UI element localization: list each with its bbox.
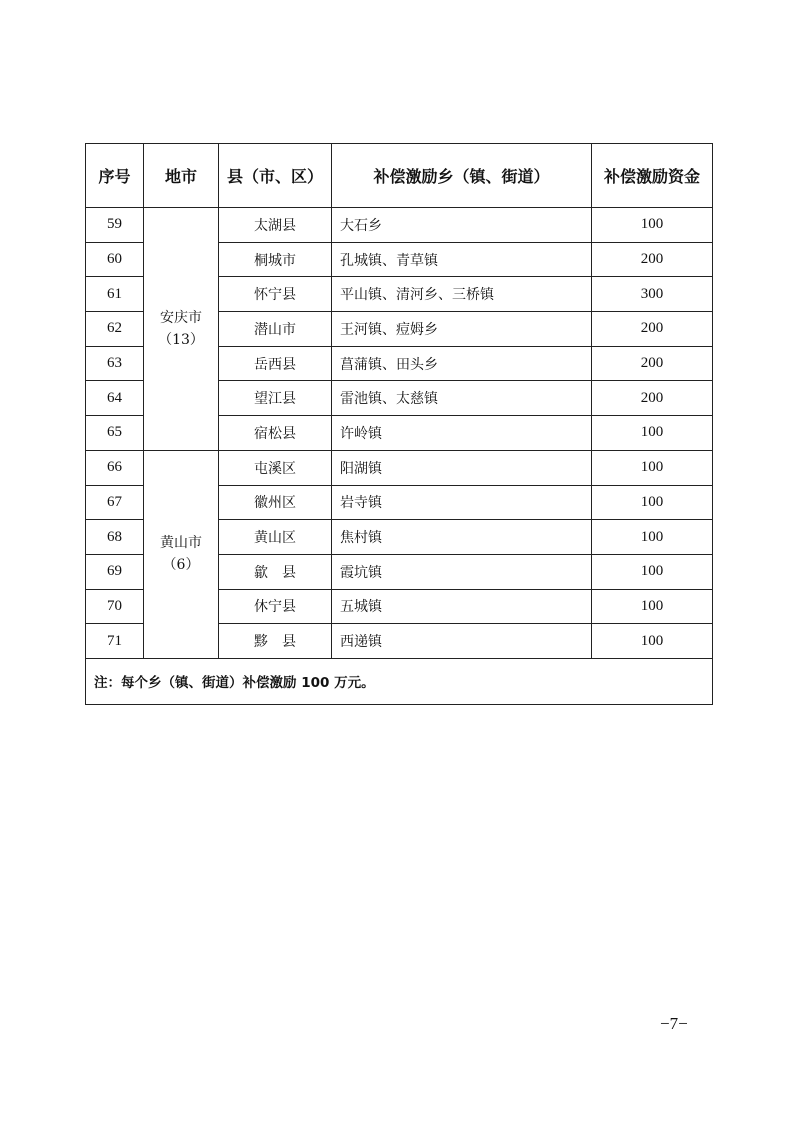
county-cell: 岳西县	[219, 346, 332, 381]
serial-number-cell: 66	[86, 450, 144, 485]
serial-number-cell: 67	[86, 485, 144, 520]
serial-number-cell: 62	[86, 312, 144, 347]
county-cell: 太湖县	[219, 208, 332, 243]
amount-cell: 200	[592, 312, 713, 347]
serial-number-cell: 70	[86, 589, 144, 624]
county-cell: 休宁县	[219, 589, 332, 624]
county-cell: 黟 县	[219, 624, 332, 659]
city-name: 黄山市	[160, 535, 202, 552]
towns-cell: 平山镇、清河乡、三桥镇	[332, 277, 592, 312]
table-row	[86, 450, 713, 485]
towns-cell: 大石乡	[332, 208, 592, 243]
county-cell: 屯溪区	[219, 450, 332, 485]
header-county: 县（市、区）	[219, 144, 332, 208]
table-header-row	[86, 144, 713, 208]
header-serial-number: 序号	[86, 144, 144, 208]
header-funds: 补偿激励资金	[592, 144, 713, 208]
amount-cell: 200	[592, 381, 713, 416]
towns-cell: 菖蒲镇、田头乡	[332, 346, 592, 381]
header-city: 地市	[144, 144, 219, 208]
header-towns: 补偿激励乡（镇、街道）	[332, 144, 592, 208]
amount-cell: 100	[592, 624, 713, 659]
county-cell: 潜山市	[219, 312, 332, 347]
amount-cell: 100	[592, 416, 713, 451]
compensation-table	[85, 143, 713, 705]
county-cell: 怀宁县	[219, 277, 332, 312]
serial-number-cell: 68	[86, 520, 144, 555]
serial-number-cell: 64	[86, 381, 144, 416]
towns-cell: 岩寺镇	[332, 485, 592, 520]
towns-cell: 许岭镇	[332, 416, 592, 451]
county-cell: 歙 县	[219, 554, 332, 589]
towns-cell: 霞坑镇	[332, 554, 592, 589]
county-cell: 黄山区	[219, 520, 332, 555]
amount-cell: 100	[592, 208, 713, 243]
amount-cell: 200	[592, 242, 713, 277]
serial-number-cell: 61	[86, 277, 144, 312]
city-cell	[144, 208, 219, 451]
towns-cell: 孔城镇、青草镇	[332, 242, 592, 277]
city-cell	[144, 450, 219, 658]
serial-number-cell: 63	[86, 346, 144, 381]
page-number: −7−	[660, 1014, 688, 1033]
towns-cell: 焦村镇	[332, 520, 592, 555]
serial-number-cell: 60	[86, 242, 144, 277]
serial-number-cell: 71	[86, 624, 144, 659]
towns-cell: 西递镇	[332, 624, 592, 659]
amount-cell: 100	[592, 485, 713, 520]
county-cell: 桐城市	[219, 242, 332, 277]
amount-cell: 100	[592, 450, 713, 485]
amount-cell: 300	[592, 277, 713, 312]
towns-cell: 雷池镇、太慈镇	[332, 381, 592, 416]
amount-cell: 200	[592, 346, 713, 381]
city-count: （13）	[158, 331, 204, 348]
serial-number-cell: 69	[86, 554, 144, 589]
amount-cell: 100	[592, 520, 713, 555]
towns-cell: 阳湖镇	[332, 450, 592, 485]
amount-cell: 100	[592, 589, 713, 624]
table-row	[86, 208, 713, 243]
serial-number-cell: 59	[86, 208, 144, 243]
city-name: 安庆市	[160, 309, 202, 326]
towns-cell: 五城镇	[332, 589, 592, 624]
county-cell: 望江县	[219, 381, 332, 416]
towns-cell: 王河镇、痘姆乡	[332, 312, 592, 347]
note-row	[86, 658, 713, 704]
city-count: （6）	[162, 557, 200, 574]
table-body	[86, 208, 713, 659]
county-cell: 宿松县	[219, 416, 332, 451]
county-cell: 徽州区	[219, 485, 332, 520]
table-note: 注：每个乡（镇、街道）补偿激励 100 万元。	[86, 658, 713, 704]
amount-cell: 100	[592, 554, 713, 589]
serial-number-cell: 65	[86, 416, 144, 451]
